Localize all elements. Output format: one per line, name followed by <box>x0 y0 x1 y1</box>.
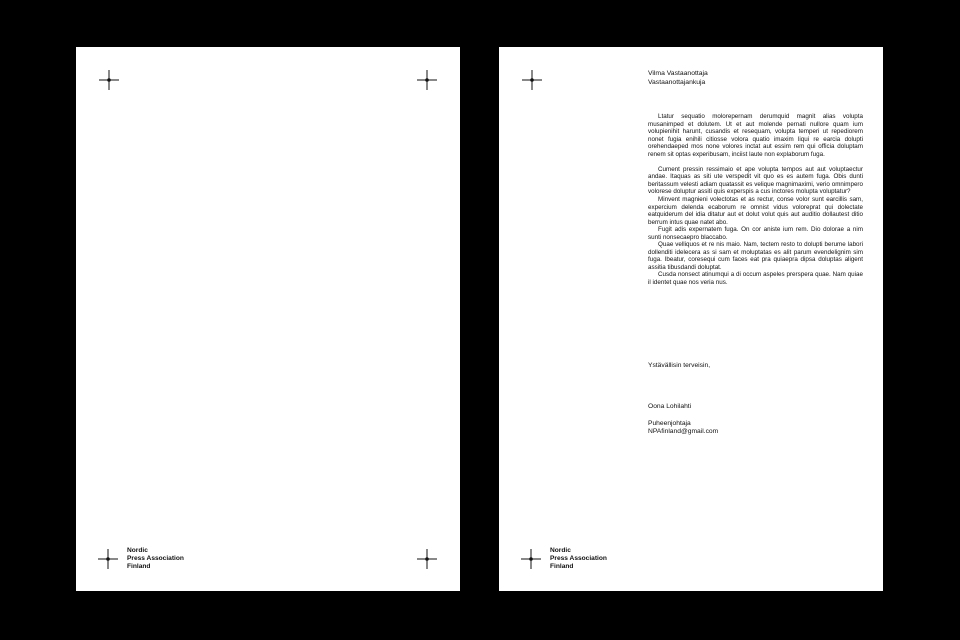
signer-email: NPAfinland@gmail.com <box>648 428 719 436</box>
association-logo <box>521 546 661 576</box>
logo-line: Nordic <box>550 547 571 554</box>
logo-line: Finland <box>127 563 151 570</box>
signer-details <box>648 420 863 436</box>
letterhead-page-blank <box>76 47 460 591</box>
logo-wordmark <box>550 547 607 571</box>
recipient-name: Vilma Vastaanottaja <box>648 70 708 77</box>
logo-wordmark <box>127 547 184 571</box>
logo-line: Press Association <box>550 555 607 562</box>
body-paragraph: Fugit adis expernatem fuga. On cor aniste ium rem. Dio dolorae a nim sunti nonsecaepro blaccabo. <box>648 226 863 241</box>
logo-line: Finland <box>550 563 574 570</box>
crosshair-star-icon <box>522 70 542 90</box>
association-logo <box>98 546 238 576</box>
recipient-address <box>648 70 863 87</box>
body-paragraph: Minvent magnieni volectotas et as rectur, conse volor sunt earcillis sam, expercium delenda ecaborum re omnist vidus voloreprat qui dolectate eatquiderum del idia ditatur aut et dolut volut quis aut auditio dollautest ditio berrum intus quae natet abo. <box>648 195 863 226</box>
logo-line: Press Association <box>127 555 184 562</box>
signer-name: Oona Lohilahti <box>648 403 692 410</box>
signer-role: Puheenjohtaja <box>648 420 691 427</box>
recipient-street: Vastaanottajankuja <box>648 78 706 86</box>
body-paragraph: Cusda nonsect atinumqui a di occum aspeles prerspera quae. Nam quiae il identet quae nos veria nus. <box>648 271 863 286</box>
crosshair-star-icon <box>99 70 119 90</box>
crosshair-star-icon <box>521 549 541 569</box>
letter-body <box>648 113 863 287</box>
body-paragraph: Quae velliquos et re nis maio. Nam, tectem resto to dolupti berume labori dollenditi idelecera as si sam et moluptatas es alit parum evendelignim sim fuga. Ibeatur, coresequi cum faces eat pra quiaepra dipsa doluptas aligent assitia tibusdandi doluptat. <box>648 241 863 271</box>
body-paragraph: Cument pressin ressimaio et ape volupta tempos aut aut voluptaectur andae. Itaquas as siti ute verspedit vit quo es es autem fuga. Obis dunti beritassum velesti adiam quatassit es velique magnimaximi, verio omnimpero volorese doluptur assiti quis experspis a cus inctores molupta voluptatur? <box>648 165 863 196</box>
crosshair-star-icon <box>98 549 118 569</box>
crosshair-star-icon <box>417 549 437 569</box>
logo-line: Nordic <box>127 547 148 554</box>
letter-closing: Ystävällisin terveisin, <box>648 362 711 369</box>
body-paragraph: Ltatur sequatio molorepernam derumquid magnit alias volupta musanimped et dolutem. Ut et aut molende pernati nullore quam ium volupienihit harunt, cusandis et resequam, volupta temperi ut repediorem nonet fugia enihili citiosse volora quatio imaxim liqui re earcia dolupti orehendaeped mos none volores inctat aut essim rem qui officia doluptam renem sit optas experibusam, inciist laute non explaborum fuga. <box>648 113 863 158</box>
crosshair-star-icon <box>417 70 437 90</box>
letterhead-page-letter <box>499 47 883 591</box>
